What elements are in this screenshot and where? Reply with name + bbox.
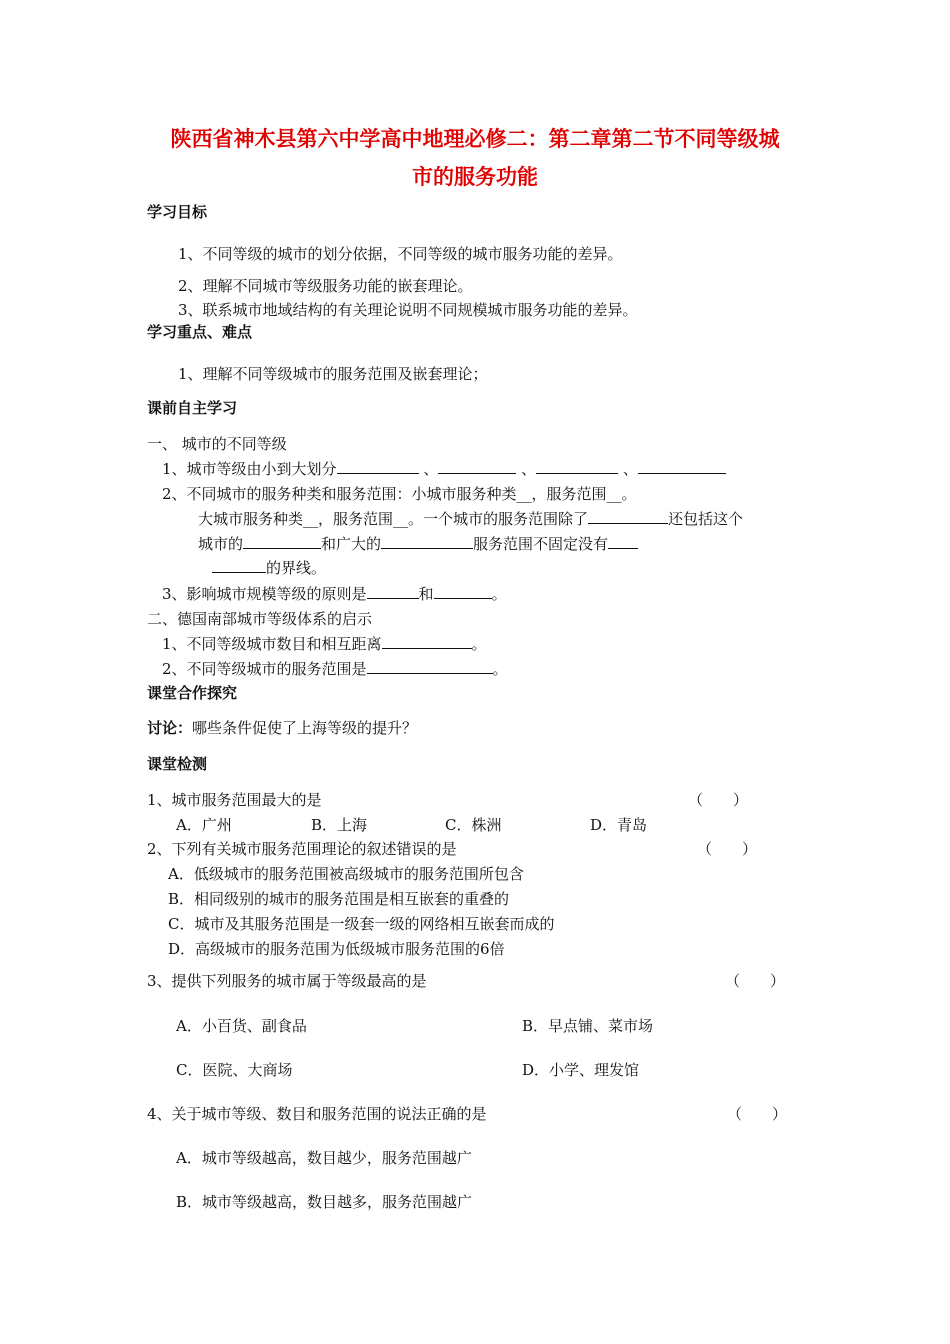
preview-q2-text: 的界线。 <box>266 559 327 577</box>
separator: 、 <box>423 460 439 478</box>
discussion <box>147 718 417 738</box>
cooperation-heading: 课堂合作探究 <box>147 684 238 702</box>
preview-q2-text: 服务范围不固定没有 <box>473 535 609 553</box>
preview-heading: 课前自主学习 <box>147 399 238 417</box>
title-line-1: 陕西省神木县第六中学高中地理必修二：第二章第二节不同等级城 <box>170 127 780 151</box>
test-q1-option-c[interactable]: C．株洲 <box>445 816 502 834</box>
fill-blank[interactable] <box>381 534 473 549</box>
preview-q2-line-2 <box>198 509 743 529</box>
answer-bracket[interactable]: （ ） <box>727 1105 788 1123</box>
fill-blank[interactable] <box>243 534 321 549</box>
objective-item-1: 1、不同等级的城市的划分依据，不同等级的城市服务功能的差异。 <box>178 245 623 263</box>
discussion-label: 讨论： <box>147 719 193 737</box>
test-q2-stem: 2、下列有关城市服务范围理论的叙述错误的是 <box>147 840 457 858</box>
test-q3-option-a[interactable]: A．小百货、副食品 <box>176 1017 307 1035</box>
preview-q2-text: 大城市服务种类__，服务范围__。一个城市的服务范围除了 <box>198 510 589 528</box>
preview-section-1-title: 一、 城市的不同等级 <box>147 435 287 453</box>
preview-q2-text: 城市的 <box>198 535 244 553</box>
test-q4-option-a[interactable]: A．城市等级越高，数目越少，服务范围越广 <box>176 1149 472 1167</box>
preview-q2-line-1: 2、不同城市的服务种类和服务范围：小城市服务种类__，服务范围__。 <box>162 485 637 503</box>
period: 。 <box>491 585 507 603</box>
title-line-2: 市的服务功能 <box>412 165 538 189</box>
fill-blank[interactable] <box>434 584 492 599</box>
preview-s2-q2-text: 2、不同等级城市的服务范围是 <box>162 660 367 678</box>
preview-s2-q1 <box>162 634 487 654</box>
objective-item-3: 3、联系城市地域结构的有关理论说明不同规模城市服务功能的差异。 <box>178 301 638 319</box>
preview-s2-q1-text: 1、不同等级城市数目和相互距离 <box>162 635 382 653</box>
preview-q1 <box>162 459 726 479</box>
answer-bracket[interactable]: （ ） <box>725 972 786 990</box>
period: 。 <box>471 635 487 653</box>
preview-q2-text: 还包括这个 <box>668 510 744 528</box>
test-q3-stem: 3、提供下列服务的城市属于等级最高的是 <box>147 972 427 990</box>
preview-q2-text: 和广大的 <box>321 535 382 553</box>
discussion-text: 哪些条件促使了上海等级的提升？ <box>192 719 418 737</box>
key-point-item-1: 1、理解不同等级城市的服务范围及嵌套理论； <box>178 365 488 383</box>
fill-blank[interactable] <box>536 459 618 474</box>
fill-blank[interactable] <box>608 534 638 549</box>
fill-blank[interactable] <box>638 459 726 474</box>
key-points-heading: 学习重点、难点 <box>147 323 253 341</box>
preview-q1-text: 1、城市等级由小到大划分 <box>162 460 337 478</box>
preview-s2-q2 <box>162 659 508 679</box>
test-q2-option-d[interactable]: D．高级城市的服务范围为低级城市服务范围的6倍 <box>168 940 505 958</box>
period: 。 <box>492 660 508 678</box>
preview-section-2-title: 二、德国南部城市等级体系的启示 <box>147 610 373 628</box>
fill-blank[interactable] <box>438 459 516 474</box>
objectives-heading: 学习目标 <box>147 203 208 221</box>
answer-bracket[interactable]: （ ） <box>688 791 749 809</box>
separator: 、 <box>521 460 537 478</box>
test-q2-option-b[interactable]: B．相同级别的城市的服务范围是相互嵌套的重叠的 <box>168 890 510 908</box>
preview-q3-text: 和 <box>418 585 434 603</box>
fill-blank[interactable] <box>367 659 493 674</box>
test-q2-option-a[interactable]: A．低级城市的服务范围被高级城市的服务范围所包含 <box>168 865 524 883</box>
test-heading: 课堂检测 <box>147 755 208 773</box>
fill-blank[interactable] <box>367 584 419 599</box>
fill-blank[interactable] <box>382 634 472 649</box>
preview-q3-text: 3、影响城市规模等级的原则是 <box>162 585 367 603</box>
test-q2-option-c[interactable]: C．城市及其服务范围是一级套一级的网络相互嵌套而成的 <box>168 915 555 933</box>
test-q3-option-d[interactable]: D．小学、理发馆 <box>522 1061 640 1079</box>
test-q3-option-b[interactable]: B．早点铺、菜市场 <box>522 1017 654 1035</box>
objective-item-2: 2、理解不同城市等级服务功能的嵌套理论。 <box>178 277 473 295</box>
separator: 、 <box>622 460 638 478</box>
preview-q3 <box>162 584 507 604</box>
test-q4-stem: 4、关于城市等级、数目和服务范围的说法正确的是 <box>147 1105 487 1123</box>
test-q1-option-b[interactable]: B．上海 <box>311 816 368 834</box>
document-title <box>130 120 820 196</box>
preview-q2-line-4 <box>212 558 326 578</box>
answer-bracket[interactable]: （ ） <box>697 840 758 858</box>
preview-q2-line-3 <box>198 534 638 554</box>
test-q1-option-a[interactable]: A．广州 <box>176 816 232 834</box>
test-q1-stem: 1、城市服务范围最大的是 <box>147 791 322 809</box>
fill-blank[interactable] <box>337 459 419 474</box>
test-q3-option-c[interactable]: C．医院、大商场 <box>176 1061 293 1079</box>
test-q1-option-d[interactable]: D．青岛 <box>590 816 648 834</box>
fill-blank[interactable] <box>588 509 668 524</box>
test-q4-option-b[interactable]: B．城市等级越高，数目越多，服务范围越广 <box>176 1193 473 1211</box>
fill-blank[interactable] <box>212 558 266 573</box>
